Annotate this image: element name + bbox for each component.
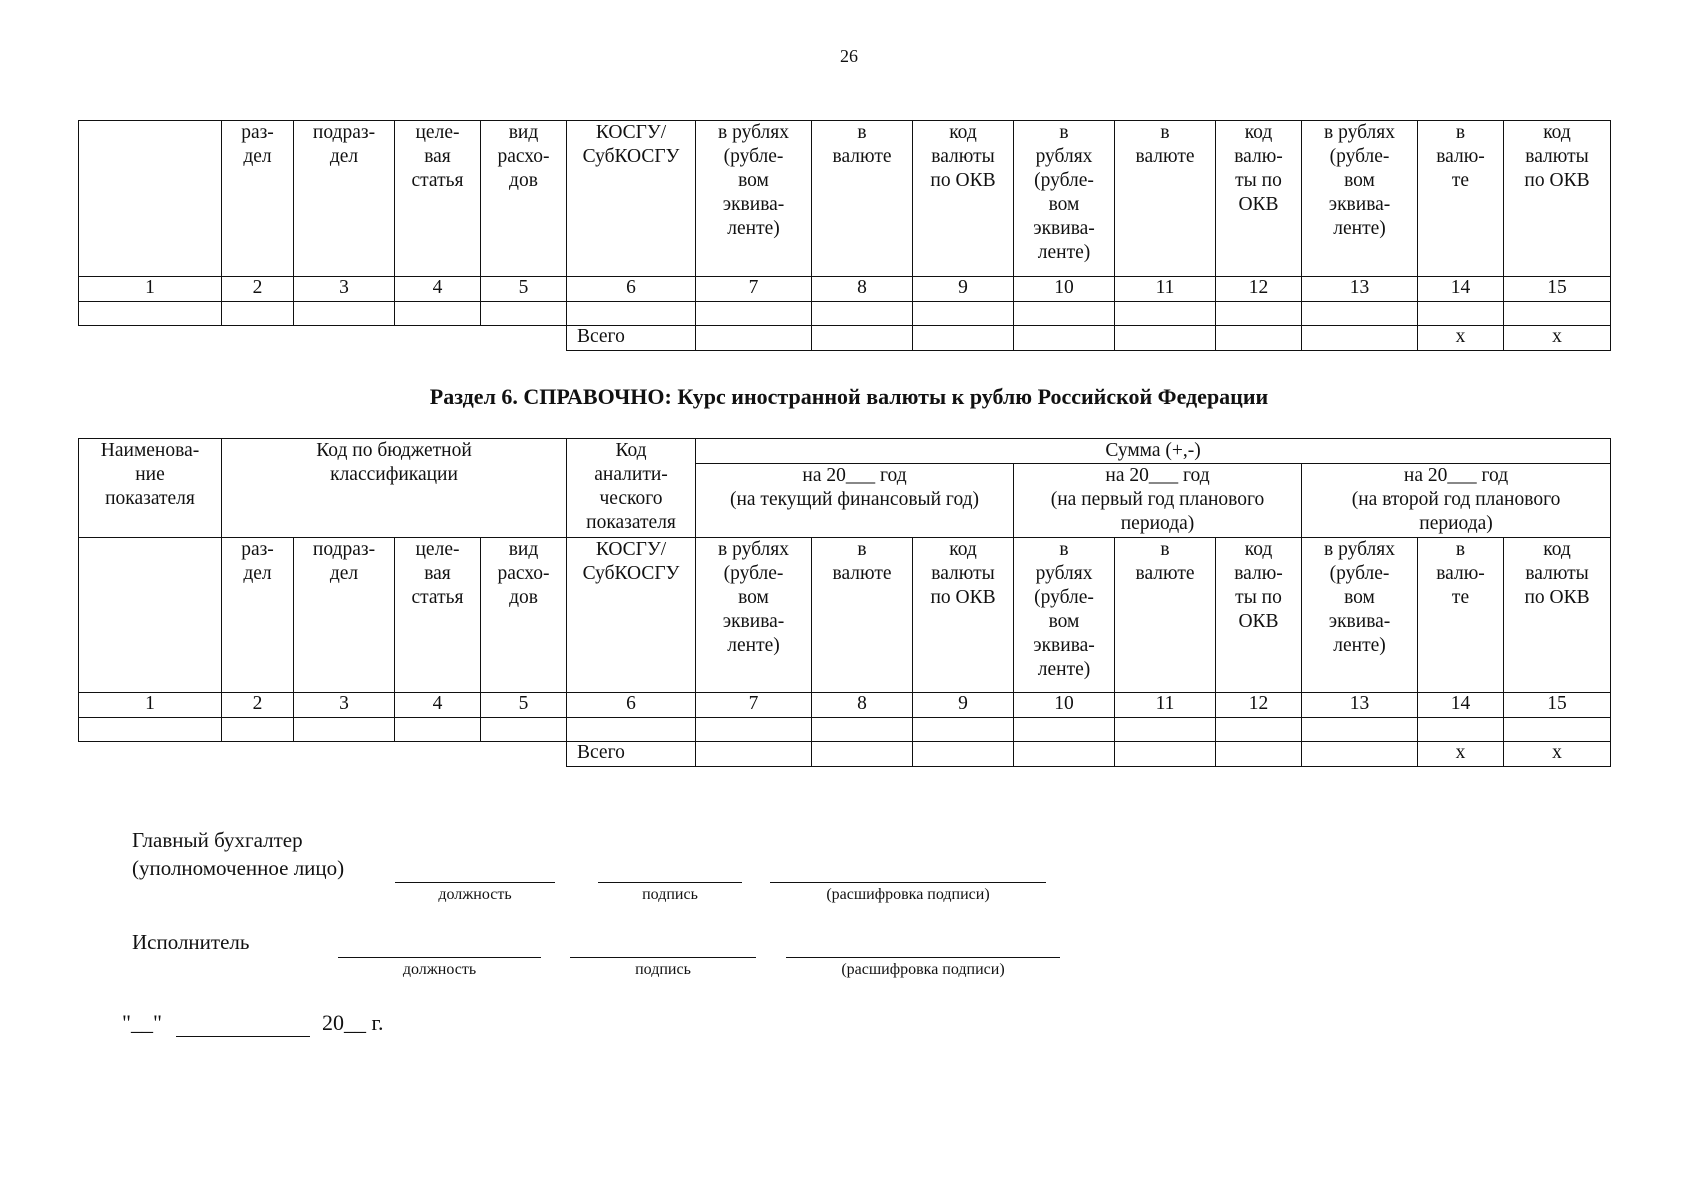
col-num: 9 [913,277,1014,302]
table-section-5-continuation [78,120,1611,351]
header-kosgu: КОСГУ/ СубКОСГУ [567,538,696,693]
data-cell[interactable] [1014,302,1115,326]
header-v-valute-3: в валю- те [1418,538,1504,693]
total-label: Всего [567,326,696,351]
col-num: 13 [1302,277,1418,302]
total-cell[interactable] [696,742,812,767]
col-num: 10 [1014,277,1115,302]
col-num: 1 [79,693,222,718]
header-vid-raskhodov: вид расхо- дов [481,538,567,693]
position-line-2[interactable] [338,957,541,958]
data-cell[interactable] [1302,302,1418,326]
header-razdel: раз- дел [222,538,294,693]
total-x: x [1418,742,1504,767]
data-cell[interactable] [79,302,222,326]
col-num: 4 [395,277,481,302]
data-cell[interactable] [481,718,567,742]
header-v-valute-1: в валюте [812,538,913,693]
col-num: 3 [294,693,395,718]
data-cell[interactable] [913,718,1014,742]
header-row-sub [79,121,1611,277]
section-title: Раздел 6. СПРАВОЧНО: Курс иностранной валюты к рублю Российской Федерации [429,384,1269,409]
header-kosgu: КОСГУ/ СубКОСГУ [567,121,696,277]
header-v-valute-2: в валюте [1115,121,1216,277]
signature-line-1[interactable] [598,882,742,883]
header-budget-code: Код по бюджетной классификации [222,439,567,538]
data-cell[interactable] [222,718,294,742]
data-cell[interactable] [395,302,481,326]
col-num: 2 [222,277,294,302]
header-kod-okv-3: код валюты по ОКВ [1504,121,1611,277]
total-cell[interactable] [1216,742,1302,767]
col-num: 10 [1014,693,1115,718]
col-num: 9 [913,693,1014,718]
header-kod-okv-3: код валюты по ОКВ [1504,538,1611,693]
col-num: 5 [481,277,567,302]
total-x: x [1504,326,1611,351]
data-cell[interactable] [696,718,812,742]
col-num: 7 [696,693,812,718]
date-year[interactable]: 20__ г. [322,1010,384,1035]
header-rub-equiv-3: в рублях (рубле- вом эквива- ленте) [1302,121,1418,277]
data-cell[interactable] [1504,718,1611,742]
col-num: 14 [1418,277,1504,302]
total-row [79,326,1611,351]
col-num: 3 [294,277,395,302]
total-cell[interactable] [1302,326,1418,351]
total-cell[interactable] [1216,326,1302,351]
data-cell[interactable] [812,302,913,326]
chief-accountant-label: Главный бухгалтер [132,828,303,852]
header-rub-equiv-2: в рублях (рубле- вом эквива- ленте) [1014,121,1115,277]
decoding-caption-1: (расшифровка подписи) [826,886,990,903]
executor-label: Исполнитель [132,930,250,954]
decoding-line-2[interactable] [786,957,1060,958]
header-indicator-name: Наименова- ние показателя [79,439,222,538]
col-num: 8 [812,277,913,302]
header-podrazdel: подраз- дел [294,538,395,693]
col-num: 13 [1302,693,1418,718]
data-cell[interactable] [294,718,395,742]
data-cell[interactable] [1418,718,1504,742]
col-num: 12 [1216,693,1302,718]
total-label: Всего [567,742,696,767]
data-row-empty [79,718,1611,742]
total-cell[interactable] [812,326,913,351]
header-rub-equiv-2: в рублях (рубле- вом эквива- ленте) [1014,538,1115,693]
data-cell[interactable] [567,302,696,326]
total-cell[interactable] [1302,742,1418,767]
col-num: 6 [567,277,696,302]
data-cell[interactable] [1216,302,1302,326]
data-cell[interactable] [481,302,567,326]
col-num: 4 [395,693,481,718]
column-number-row [79,277,1611,302]
total-spacer [79,742,567,767]
col-num: 15 [1504,693,1611,718]
header-podrazdel: подраз- дел [294,121,395,277]
date-day[interactable]: "__" [122,1010,162,1035]
header-tselevaya-statya: целе- вая статья [395,121,481,277]
col-num: 7 [696,277,812,302]
header-rub-equiv-1: в рублях (рубле- вом эквива- ленте) [696,538,812,693]
header-v-valute-2: в валюте [1115,538,1216,693]
data-cell[interactable] [395,718,481,742]
signature-line-2[interactable] [570,957,756,958]
col-num: 5 [481,693,567,718]
data-cell[interactable] [1504,302,1611,326]
date-month-line[interactable] [176,1036,310,1037]
col-num: 12 [1216,277,1302,302]
data-cell[interactable] [1418,302,1504,326]
data-cell[interactable] [79,718,222,742]
header-rub-equiv-3: в рублях (рубле- вом эквива- ленте) [1302,538,1418,693]
data-cell[interactable] [222,302,294,326]
header-cell-empty [79,121,222,277]
col-num: 8 [812,693,913,718]
col-num: 14 [1418,693,1504,718]
header-v-valute-3: в валю- те [1418,121,1504,277]
header-kod-okv-1: код валюты по ОКВ [913,121,1014,277]
data-cell[interactable] [1302,718,1418,742]
data-cell[interactable] [812,718,913,742]
header-row-sub [79,538,1611,693]
data-cell[interactable] [1014,718,1115,742]
header-kod-okv-1: код валюты по ОКВ [913,538,1014,693]
header-year-current: на 20___ год (на текущий финансовый год) [696,464,1014,538]
header-cell-empty [79,538,222,693]
total-cell[interactable] [1115,742,1216,767]
decoding-line-1[interactable] [770,882,1046,883]
data-cell[interactable] [696,302,812,326]
column-number-row [79,693,1611,718]
header-kod-okv-2: код валю- ты по ОКВ [1216,538,1302,693]
total-cell[interactable] [812,742,913,767]
data-cell[interactable] [1216,718,1302,742]
header-year-plan-2: на 20___ год (на второй год планового периода) [1302,464,1611,538]
header-year-plan-1: на 20___ год (на первый год планового периода) [1014,464,1302,538]
header-row-top [79,439,1611,464]
total-row [79,742,1611,767]
header-kod-okv-2: код валю- ты по ОКВ [1216,121,1302,277]
total-cell[interactable] [913,742,1014,767]
header-v-valute-1: в валюте [812,121,913,277]
header-analytic-code: Код аналити- ческого показателя [567,439,696,538]
data-cell[interactable] [1115,302,1216,326]
signature-caption-1: подпись [642,886,698,903]
decoding-caption-2: (расшифровка подписи) [841,961,1005,978]
data-cell[interactable] [913,302,1014,326]
header-rub-equiv-1: в рублях (рубле- вом эквива- ленте) [696,121,812,277]
col-num: 11 [1115,693,1216,718]
position-line-1[interactable] [395,882,555,883]
total-x: x [1504,742,1611,767]
col-num: 11 [1115,277,1216,302]
header-razdel: раз- дел [222,121,294,277]
total-cell[interactable] [1115,326,1216,351]
total-cell[interactable] [913,326,1014,351]
table-section-6 [78,438,1611,767]
total-cell[interactable] [1014,742,1115,767]
total-spacer [79,326,567,351]
data-cell[interactable] [294,302,395,326]
data-cell[interactable] [567,718,696,742]
authorized-person-label: (уполномоченное лицо) [132,856,345,880]
col-num: 1 [79,277,222,302]
page-number: 26 [840,46,858,66]
total-x: x [1418,326,1504,351]
position-caption-1: должность [438,886,512,903]
total-cell[interactable] [696,326,812,351]
header-sum: Сумма (+,-) [696,439,1611,464]
signature-caption-2: подпись [635,961,691,978]
total-cell[interactable] [1014,326,1115,351]
data-cell[interactable] [1115,718,1216,742]
col-num: 6 [567,693,696,718]
col-num: 15 [1504,277,1611,302]
header-tselevaya-statya: целе- вая статья [395,538,481,693]
header-vid-raskhodov: вид расхо- дов [481,121,567,277]
data-row-empty [79,302,1611,326]
col-num: 2 [222,693,294,718]
position-caption-2: должность [402,961,477,978]
